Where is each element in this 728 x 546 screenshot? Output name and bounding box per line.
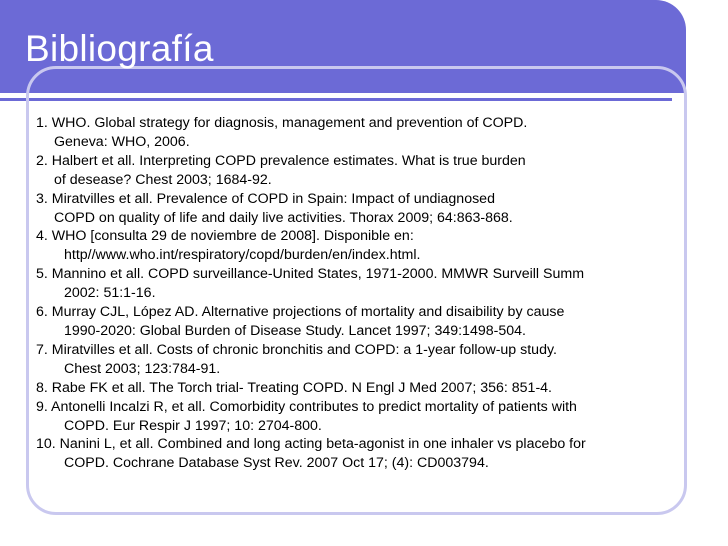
reference-line: COPD. Cochrane Database Syst Rev. 2007 Oct 17; (4): CD003794.: [64, 455, 489, 472]
reference-item: [36, 303, 676, 341]
reference-line: of desease? Chest 2003; 1684-92.: [54, 171, 272, 188]
reference-line: 6. Murray CJL, López AD. Alternative projections of mortality and disaibility by cause: [36, 304, 565, 321]
reference-line: 8. Rabe FK et all. The Torch trial- Treating COPD. N Engl J Med 2007; 356: 851-4.: [36, 379, 552, 396]
reference-item: [36, 341, 676, 379]
reference-line: 10. Nanini L, et all. Combined and long acting beta-agonist in one inhaler vs placebo for: [36, 436, 586, 453]
slide-title: Bibliografía: [25, 28, 214, 69]
reference-line: COPD on quality of life and daily live activities. Thorax 2009; 64:863-868.: [54, 209, 513, 226]
reference-item: [36, 190, 676, 228]
reference-line: Geneva: WHO, 2006.: [54, 133, 190, 150]
reference-list: [36, 114, 676, 473]
reference-line: 1990-2020: Global Burden of Disease Study. Lancet 1997; 349:1498-504.: [64, 322, 526, 339]
reference-line: 5. Mannino et all. COPD surveillance-United States, 1971-2000. MMWR Surveill Summ: [36, 266, 585, 283]
reference-item: [36, 379, 676, 398]
reference-item: [36, 152, 676, 190]
reference-item: [36, 265, 676, 303]
reference-line: 2. Halbert et all. Interpreting COPD prevalence estimates. What is true burden: [36, 152, 526, 169]
reference-line: Chest 2003; 123:784-91.: [64, 360, 221, 377]
reference-line: 7. Miratvilles et all. Costs of chronic bronchitis and COPD: a 1-year follow-up study.: [36, 341, 557, 358]
reference-line: 3. Miratvilles et all. Prevalence of COPD in Spain: Impact of undiagnosed: [36, 190, 495, 207]
reference-line: 2002: 51:1-16.: [64, 285, 156, 302]
reference-link-text: http//www.who.int/respiratory/copd/burden/en/index.html.: [64, 247, 421, 264]
reference-line: COPD. Eur Respir J 1997; 10: 2704-800.: [64, 417, 322, 434]
reference-item: [36, 114, 676, 152]
reference-line: 4. WHO [consulta 29 de noviembre de 2008]. Disponible en:: [36, 228, 414, 245]
reference-line: 1. WHO. Global strategy for diagnosis, management and prevention of COPD.: [36, 115, 528, 131]
reference-item: [36, 227, 676, 265]
reference-item: [36, 435, 676, 473]
reference-item: [36, 398, 676, 436]
reference-line: 9. Antonelli Incalzi R, et all. Comorbidity contributes to predict mortality of patients with: [36, 398, 577, 415]
